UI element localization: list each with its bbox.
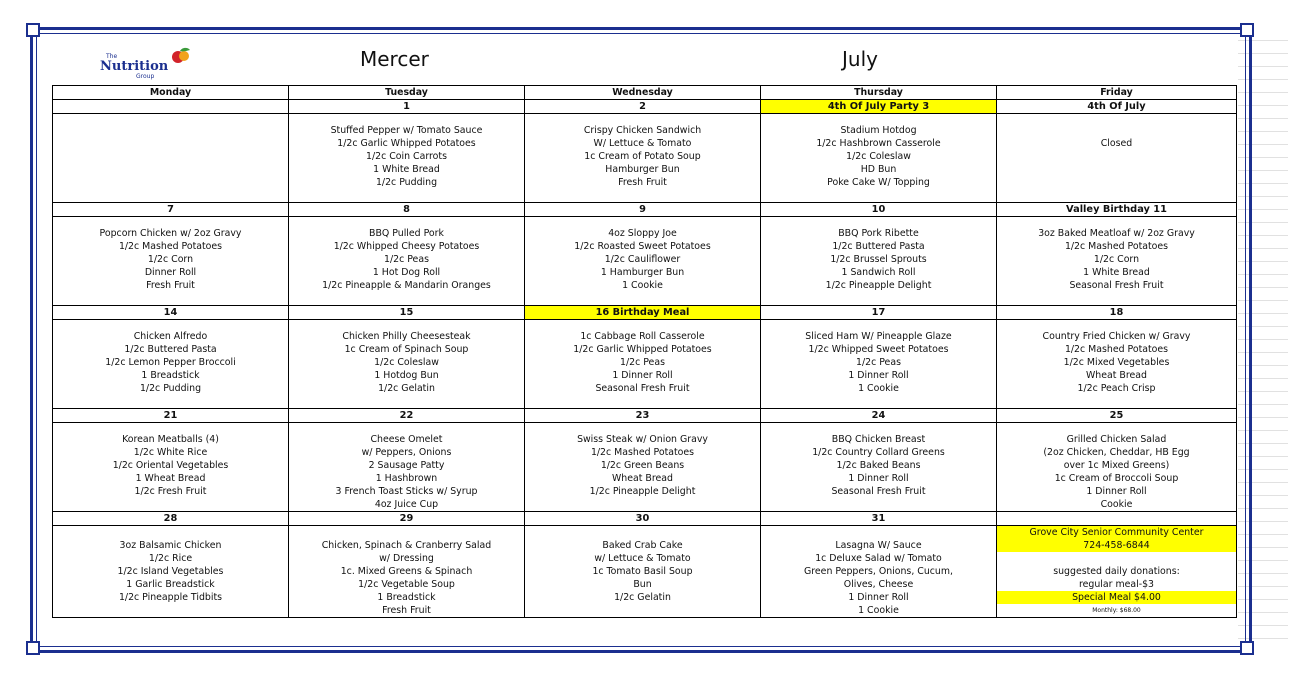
menu-item: w/ Peppers, Onions: [289, 446, 525, 459]
menu-item: Seasonal Fresh Fruit: [997, 279, 1237, 292]
menu-item: [997, 176, 1237, 189]
menu-item: 1c Deluxe Salad w/ Tomato: [761, 552, 997, 565]
menu-line-row: [53, 446, 1237, 459]
menu-item: 1/2c Pineapple & Mandarin Oranges: [289, 279, 525, 292]
menu-item: [289, 114, 525, 125]
menu-line-row: [53, 539, 1237, 552]
spacer-cell: [289, 189, 525, 203]
menu-item: 1c Tomato Basil Soup: [525, 565, 761, 578]
menu-item: 1c. Mixed Greens & Spinach: [289, 565, 525, 578]
menu-line-row: [53, 163, 1237, 176]
menu-line-row: [53, 498, 1237, 512]
logo-nutrition-text: Nutrition: [100, 59, 169, 74]
menu-line-row: [53, 382, 1237, 395]
menu-item: 1/2c Mashed Potatoes: [525, 446, 761, 459]
day-header-thursday: Thursday: [761, 86, 997, 100]
menu-item: [53, 526, 289, 540]
date-cell: 17: [761, 306, 997, 320]
menu-item: 1/2c Vegetable Soup: [289, 578, 525, 591]
menu-item: Crispy Chicken Sandwich: [525, 124, 761, 137]
menu-item: 1 Dinner Roll: [761, 472, 997, 485]
menu-item: suggested daily donations:: [997, 565, 1237, 578]
fruit-logo-icon: [170, 47, 192, 65]
menu-calendar-table: [52, 85, 1237, 618]
sheet-header: [52, 45, 1236, 85]
border-corner-ornament: [1240, 23, 1254, 37]
menu-item: 1/2c Fresh Fruit: [53, 485, 289, 498]
menu-line-row: [53, 150, 1237, 163]
date-cell: 25: [997, 409, 1237, 423]
spacer-cell: [761, 395, 997, 409]
day-header-wednesday: Wednesday: [525, 86, 761, 100]
menu-item: 1/2c Coleslaw: [289, 356, 525, 369]
date-cell: [53, 100, 289, 114]
menu-line-row: [53, 356, 1237, 369]
menu-line-row: [53, 591, 1237, 604]
date-cell: 31: [761, 512, 997, 526]
menu-item: 3 French Toast Sticks w/ Syrup: [289, 485, 525, 498]
menu-item: 1/2c Cauliflower: [525, 253, 761, 266]
menu-item: Grilled Chicken Salad: [997, 433, 1237, 446]
week-date-row: [53, 306, 1237, 320]
menu-item: Baked Crab Cake: [525, 539, 761, 552]
border-corner-ornament: [26, 23, 40, 37]
menu-item: 1 Hot Dog Roll: [289, 266, 525, 279]
menu-item: [525, 604, 761, 618]
date-cell: 30: [525, 512, 761, 526]
date-cell: 4th Of July Party 3: [761, 100, 997, 114]
menu-item: Seasonal Fresh Fruit: [525, 382, 761, 395]
menu-item: 1 White Bread: [997, 266, 1237, 279]
menu-item: 1/2c Island Vegetables: [53, 565, 289, 578]
menu-item: [289, 423, 525, 434]
menu-item: [761, 498, 997, 512]
date-cell: 22: [289, 409, 525, 423]
menu-item: 1/2c Peach Crisp: [997, 382, 1237, 395]
menu-item: HD Bun: [761, 163, 997, 176]
location-title: Mercer: [360, 47, 429, 71]
menu-item: 1/2c Whipped Cheesy Potatoes: [289, 240, 525, 253]
menu-item: Popcorn Chicken w/ 2oz Gravy: [53, 227, 289, 240]
menu-item: 1/2c Mixed Vegetables: [997, 356, 1237, 369]
menu-item: [53, 217, 289, 228]
nutrition-group-logo: [100, 47, 200, 81]
menu-item: 1 Hashbrown: [289, 472, 525, 485]
menu-item: Swiss Steak w/ Onion Gravy: [525, 433, 761, 446]
date-cell: 28: [53, 512, 289, 526]
menu-item: [525, 320, 761, 331]
menu-item: 1c Cream of Spinach Soup: [289, 343, 525, 356]
menu-item: [53, 320, 289, 331]
menu-item: [53, 176, 289, 189]
menu-item: [53, 423, 289, 434]
spacer-cell: [525, 395, 761, 409]
date-cell: 4th Of July: [997, 100, 1237, 114]
menu-item: 1/2c Hashbrown Casserole: [761, 137, 997, 150]
menu-item: 1/2c Buttered Pasta: [53, 343, 289, 356]
menu-item: [997, 217, 1237, 228]
menu-item: [525, 498, 761, 512]
menu-item: 1 White Bread: [289, 163, 525, 176]
menu-item: w/ Lettuce & Tomato: [525, 552, 761, 565]
menu-line-row: [53, 343, 1237, 356]
menu-item: Stuffed Pepper w/ Tomato Sauce: [289, 124, 525, 137]
menu-line-row: [53, 217, 1237, 228]
menu-item: [761, 526, 997, 540]
menu-item: Olives, Cheese: [761, 578, 997, 591]
menu-item: [997, 423, 1237, 434]
week-date-row: [53, 409, 1237, 423]
menu-item: [53, 604, 289, 618]
menu-item: 1 Cookie: [761, 604, 997, 618]
menu-item: [53, 124, 289, 137]
spacer-cell: [53, 189, 289, 203]
date-cell: 21: [53, 409, 289, 423]
week-spacer-row: [53, 395, 1237, 409]
menu-line-row: [53, 279, 1237, 292]
date-cell: 8: [289, 203, 525, 217]
date-cell: 7: [53, 203, 289, 217]
date-cell: [997, 512, 1237, 526]
menu-item: 1/2c Buttered Pasta: [761, 240, 997, 253]
week-date-row: [53, 512, 1237, 526]
menu-line-row: [53, 459, 1237, 472]
date-cell: 15: [289, 306, 525, 320]
date-cell: 24: [761, 409, 997, 423]
menu-item: Cheese Omelet: [289, 433, 525, 446]
menu-item: [997, 114, 1237, 125]
menu-item: [53, 498, 289, 512]
menu-item: [997, 552, 1237, 565]
menu-item: 1/2c Country Collard Greens: [761, 446, 997, 459]
logo-group-text: Group: [136, 73, 155, 80]
menu-item: 1 Hamburger Bun: [525, 266, 761, 279]
menu-item: w/ Dressing: [289, 552, 525, 565]
menu-item: 1/2c Gelatin: [289, 382, 525, 395]
menu-item: 1/2c Garlic Whipped Potatoes: [525, 343, 761, 356]
menu-item: 1/2c Pudding: [53, 382, 289, 395]
date-cell: 2: [525, 100, 761, 114]
menu-line-row: [53, 433, 1237, 446]
menu-line-row: [53, 604, 1237, 618]
menu-item: 1c Cream of Broccoli Soup: [997, 472, 1237, 485]
menu-item: 1 Dinner Roll: [761, 591, 997, 604]
menu-item: Country Fried Chicken w/ Gravy: [997, 330, 1237, 343]
date-cell: 9: [525, 203, 761, 217]
spacer-cell: [761, 292, 997, 306]
menu-item: 1/2c Rice: [53, 552, 289, 565]
menu-item: 1/2c Corn: [53, 253, 289, 266]
menu-item: Wheat Bread: [525, 472, 761, 485]
date-cell: 16 Birthday Meal: [525, 306, 761, 320]
menu-item: 4oz Sloppy Joe: [525, 227, 761, 240]
date-cell: 14: [53, 306, 289, 320]
menu-line-row: [53, 137, 1237, 150]
day-header-tuesday: Tuesday: [289, 86, 525, 100]
spacer-cell: [761, 189, 997, 203]
menu-line-row: [53, 369, 1237, 382]
menu-item: BBQ Pulled Pork: [289, 227, 525, 240]
menu-item: Chicken Alfredo: [53, 330, 289, 343]
menu-item: [761, 114, 997, 125]
menu-item: [53, 150, 289, 163]
menu-item: 3oz Balsamic Chicken: [53, 539, 289, 552]
menu-line-row: [53, 176, 1237, 189]
menu-item: 1/2c Garlic Whipped Potatoes: [289, 137, 525, 150]
week-date-row: [53, 203, 1237, 217]
spacer-cell: [997, 189, 1237, 203]
menu-item: 3oz Baked Meatloaf w/ 2oz Gravy: [997, 227, 1237, 240]
day-header-row: [53, 86, 1237, 100]
menu-item: [525, 526, 761, 540]
menu-item: [53, 163, 289, 176]
menu-item: 1 Breadstick: [289, 591, 525, 604]
menu-item: BBQ Pork Ribette: [761, 227, 997, 240]
month-title: July: [842, 47, 878, 71]
menu-item: Cookie: [997, 498, 1237, 512]
menu-item: 1/2c Peas: [525, 356, 761, 369]
spacer-cell: [997, 292, 1237, 306]
menu-line-row: [53, 114, 1237, 125]
menu-item: 1c Cabbage Roll Casserole: [525, 330, 761, 343]
menu-line-row: [53, 240, 1237, 253]
menu-line-row: [53, 565, 1237, 578]
menu-item: Bun: [525, 578, 761, 591]
menu-item: 1/2c Pineapple Delight: [761, 279, 997, 292]
date-cell: 23: [525, 409, 761, 423]
menu-line-row: [53, 227, 1237, 240]
menu-item: 1/2c Pudding: [289, 176, 525, 189]
menu-item: 1/2c Brussel Sprouts: [761, 253, 997, 266]
border-corner-ornament: [1240, 641, 1254, 655]
menu-item: [997, 150, 1237, 163]
menu-item: [761, 320, 997, 331]
spacer-cell: [53, 292, 289, 306]
menu-item: 1c Cream of Potato Soup: [525, 150, 761, 163]
menu-item: Fresh Fruit: [289, 604, 525, 618]
menu-item: [525, 217, 761, 228]
menu-line-row: [53, 330, 1237, 343]
menu-item: Green Peppers, Onions, Cucum,: [761, 565, 997, 578]
menu-item: 1/2c Mashed Potatoes: [53, 240, 289, 253]
week-spacer-row: [53, 189, 1237, 203]
menu-item: Wheat Bread: [997, 369, 1237, 382]
spacer-cell: [997, 395, 1237, 409]
menu-item: 1 Dinner Roll: [525, 369, 761, 382]
menu-line-row: [53, 578, 1237, 591]
menu-item: 724-458-6844: [997, 539, 1237, 552]
menu-item: [761, 217, 997, 228]
menu-item: [997, 320, 1237, 331]
menu-item: [289, 217, 525, 228]
menu-item: 1 Breadstick: [53, 369, 289, 382]
menu-item: 1 Hotdog Bun: [289, 369, 525, 382]
date-cell: 29: [289, 512, 525, 526]
menu-item: 2 Sausage Patty: [289, 459, 525, 472]
menu-item: 1/2c Roasted Sweet Potatoes: [525, 240, 761, 253]
menu-item: (2oz Chicken, Cheddar, HB Egg: [997, 446, 1237, 459]
menu-item: 1/2c Peas: [289, 253, 525, 266]
day-header-friday: Friday: [997, 86, 1237, 100]
menu-item: 1 Garlic Breadstick: [53, 578, 289, 591]
menu-line-row: [53, 552, 1237, 565]
menu-item: BBQ Chicken Breast: [761, 433, 997, 446]
menu-item: 1/2c Coleslaw: [761, 150, 997, 163]
menu-item: Lasagna W/ Sauce: [761, 539, 997, 552]
menu-item: 1/2c White Rice: [53, 446, 289, 459]
border-corner-ornament: [26, 641, 40, 655]
menu-item: 1/2c Green Beans: [525, 459, 761, 472]
spacer-cell: [525, 189, 761, 203]
menu-item: [289, 526, 525, 540]
menu-line-row: [53, 253, 1237, 266]
day-header-monday: Monday: [53, 86, 289, 100]
menu-item: Chicken Philly Cheesesteak: [289, 330, 525, 343]
menu-item: 1/2c Corn: [997, 253, 1237, 266]
menu-item: Korean Meatballs (4): [53, 433, 289, 446]
menu-item: Fresh Fruit: [53, 279, 289, 292]
menu-item: 1 Wheat Bread: [53, 472, 289, 485]
menu-item: 1 Dinner Roll: [997, 485, 1237, 498]
menu-item: Seasonal Fresh Fruit: [761, 485, 997, 498]
menu-item: [997, 124, 1237, 137]
menu-item: Chicken, Spinach & Cranberry Salad: [289, 539, 525, 552]
week-spacer-row: [53, 292, 1237, 306]
date-cell: 1: [289, 100, 525, 114]
menu-item: [53, 137, 289, 150]
menu-item: 1 Dinner Roll: [761, 369, 997, 382]
menu-item: 1/2c Pineapple Tidbits: [53, 591, 289, 604]
menu-item: 1/2c Peas: [761, 356, 997, 369]
menu-item: 1/2c Coin Carrots: [289, 150, 525, 163]
menu-item: W/ Lettuce & Tomato: [525, 137, 761, 150]
spacer-cell: [289, 292, 525, 306]
menu-item: Sliced Ham W/ Pineapple Glaze: [761, 330, 997, 343]
menu-item: [997, 163, 1237, 176]
logo-the-text: The: [106, 53, 118, 60]
menu-item: [525, 423, 761, 434]
menu-line-row: [53, 320, 1237, 331]
menu-item: 1/2c Oriental Vegetables: [53, 459, 289, 472]
menu-item: 1/2c Mashed Potatoes: [997, 240, 1237, 253]
menu-item: 1/2c Gelatin: [525, 591, 761, 604]
menu-line-row: [53, 485, 1237, 498]
menu-item: [53, 114, 289, 125]
spacer-cell: [289, 395, 525, 409]
menu-item: 1 Cookie: [525, 279, 761, 292]
menu-item: 1/2c Lemon Pepper Broccoli: [53, 356, 289, 369]
menu-item: over 1c Mixed Greens): [997, 459, 1237, 472]
menu-item: Hamburger Bun: [525, 163, 761, 176]
menu-sheet: [52, 45, 1236, 618]
menu-item: 1/2c Mashed Potatoes: [997, 343, 1237, 356]
menu-line-row: [53, 526, 1237, 540]
menu-item: 1 Cookie: [761, 382, 997, 395]
menu-item: Stadium Hotdog: [761, 124, 997, 137]
date-cell: 18: [997, 306, 1237, 320]
menu-item: Fresh Fruit: [525, 176, 761, 189]
menu-item: Special Meal $4.00: [997, 591, 1237, 604]
menu-item: [761, 423, 997, 434]
menu-item: Closed: [997, 137, 1237, 150]
menu-item: regular meal-$3: [997, 578, 1237, 591]
menu-item: Grove City Senior Community Center: [997, 526, 1237, 540]
menu-item: Monthly: $68.00: [997, 604, 1237, 618]
menu-item: Poke Cake W/ Topping: [761, 176, 997, 189]
date-cell: Valley Birthday 11: [997, 203, 1237, 217]
menu-line-row: [53, 124, 1237, 137]
week-date-row: [53, 100, 1237, 114]
menu-line-row: [53, 423, 1237, 434]
menu-line-row: [53, 266, 1237, 279]
menu-item: 1/2c Pineapple Delight: [525, 485, 761, 498]
menu-item: 4oz Juice Cup: [289, 498, 525, 512]
spacer-cell: [53, 395, 289, 409]
menu-line-row: [53, 472, 1237, 485]
spacer-cell: [525, 292, 761, 306]
menu-item: 1/2c Whipped Sweet Potatoes: [761, 343, 997, 356]
date-cell: 10: [761, 203, 997, 217]
menu-item: 1 Sandwich Roll: [761, 266, 997, 279]
menu-item: Dinner Roll: [53, 266, 289, 279]
menu-item: [525, 114, 761, 125]
menu-item: 1/2c Baked Beans: [761, 459, 997, 472]
menu-item: [289, 320, 525, 331]
